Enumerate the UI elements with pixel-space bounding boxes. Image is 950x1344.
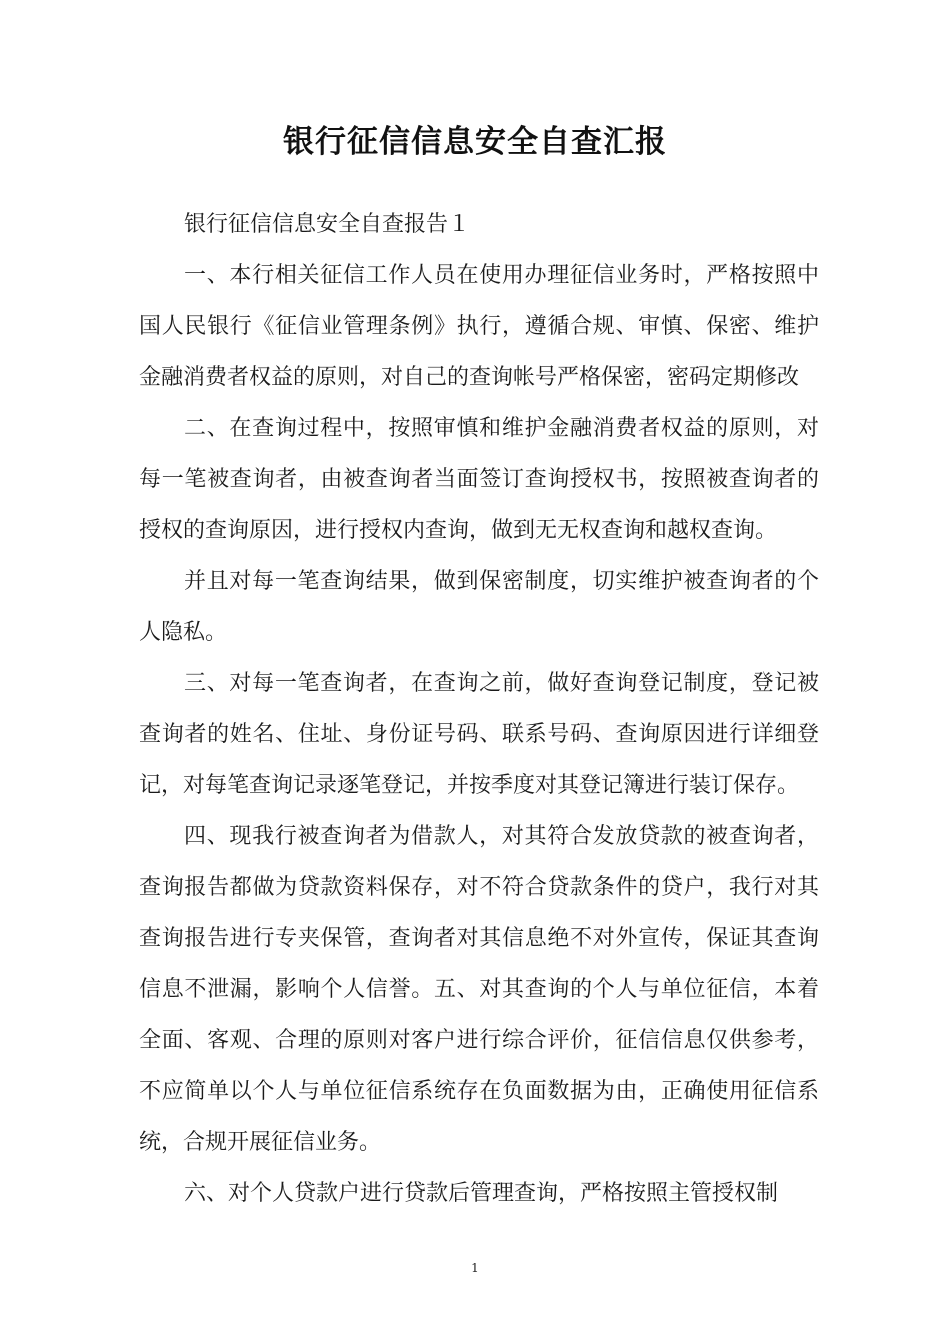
paragraph [139,1168,819,1219]
text-line: 国人民银行《征信业管理条例》执行，遵循合规、审慎、保密、维护 [139,314,819,339]
document-title: 银行征信信息安全自查汇报 [283,124,667,160]
page-number: 1 [471,1261,479,1275]
text-line: 全面、客观、合理的原则对客户进行综合评价，征信信息仅供参考， [139,1028,819,1053]
paragraph [139,556,819,658]
text-line: 并且对每一笔查询结果，做到保密制度，切实维护被查询者的个 [184,569,819,594]
text-line: 六、对个人贷款户进行贷款后管理查询，严格按照主管授权制 [184,1181,779,1206]
text-line: 三、对每一笔查询者，在查询之前，做好查询登记制度，登记被 [184,671,819,696]
paragraph [139,658,819,811]
text-line: 每一笔被查询者，由被查询者当面签订查询授权书，按照被查询者的 [139,467,819,492]
text-line: 银行征信信息安全自查报告１ [184,212,471,237]
text-line: 查询报告都做为贷款资料保存，对不符合贷款条件的贷户，我行对其 [139,875,819,900]
text-line: 一、本行相关征信工作人员在使用办理征信业务时，严格按照中 [184,263,819,288]
text-line: 统，合规开展征信业务。 [139,1130,382,1155]
text-line: 不应简单以个人与单位征信系统存在负面数据为由，正确使用征信系 [139,1079,819,1104]
paragraph [139,199,819,250]
text-line: 查询报告进行专夹保管，查询者对其信息绝不对外宣传，保证其查询 [139,926,819,951]
text-line: 记，对每笔查询记录逐笔登记，并按季度对其登记簿进行装订保存。 [139,773,800,798]
text-line: 查询者的姓名、住址、身份证号码、联系号码、查询原因进行详细登 [139,722,819,747]
text-line: 四、现我行被查询者为借款人，对其符合发放贷款的被查询者， [184,824,819,849]
text-line: 金融消费者权益的原则，对自己的查询帐号严格保密，密码定期修改 [139,365,800,390]
paragraph [139,811,819,1168]
document-body [139,199,819,1219]
text-line: 授权的查询原因，进行授权内查询，做到无无权查询和越权查询。 [139,518,778,543]
text-line: 二、在查询过程中，按照审慎和维护金融消费者权益的原则，对 [184,416,819,441]
text-line: 人隐私。 [139,620,228,645]
text-line: 信息不泄漏，影响个人信誉。五、对其查询的个人与单位征信，本着 [139,977,819,1002]
paragraph [139,403,819,556]
paragraph [139,250,819,403]
